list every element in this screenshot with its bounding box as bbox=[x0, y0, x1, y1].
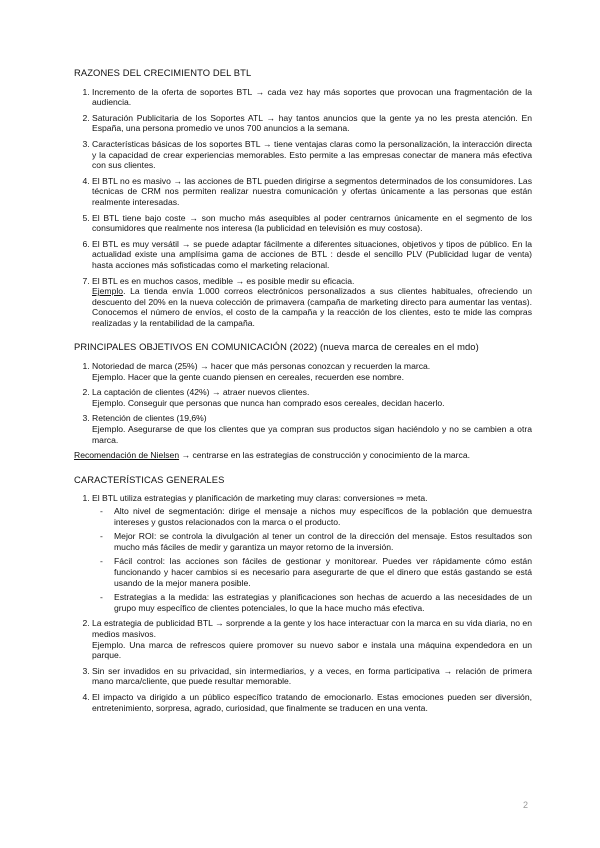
example-text: Ejemplo. Hacer que la gente cuando piensen en cereales, recuerden ese nombre. bbox=[92, 371, 404, 382]
list-item bbox=[92, 618, 532, 660]
recommendation bbox=[74, 450, 532, 461]
example-label: Ejemplo bbox=[92, 286, 124, 297]
list-item: 1. Incremento de la oferta de soportes BTL → cada vez hay más soportes que provocan una fragmentación de la audiencia. bbox=[92, 87, 532, 108]
list-item bbox=[92, 387, 532, 408]
section-objetivos bbox=[74, 342, 532, 460]
item-text: Notoriedad de marca (25%) → hacer que más personas conozcan y recuerden la marca. bbox=[92, 361, 431, 372]
section-title: RAZONES DEL CRECIMIENTO DEL BTL bbox=[74, 67, 252, 78]
list-item bbox=[92, 361, 532, 382]
document-page bbox=[74, 68, 532, 727]
list-item bbox=[92, 276, 532, 329]
sub-list bbox=[92, 506, 532, 613]
list-item bbox=[92, 493, 532, 613]
item-text: Retención de clientes (19,6%) bbox=[92, 413, 207, 424]
list-item: 2. Saturación Publicitaria de los Soportes ATL → hay tantos anuncios que la gente ya no les presta atención. En España, una persona promedio ve unos 700 anuncios a la semana. bbox=[92, 113, 532, 134]
list-item: 5. El BTL tiene bajo coste → son mucho más asequibles al poder centrarnos únicamente en el segmento de los consumidores que realmente nos interesa (la publicidad en televisión es muy costosa). bbox=[92, 213, 532, 234]
objectives-list bbox=[74, 361, 532, 445]
sub-list-item: - Alto nivel de segmentación: dirige el mensaje a nichos muy específicos de la población que demuestra intereses y gustos relacionados con la marca o el producto. bbox=[114, 506, 532, 527]
item-text: El BTL es en muchos casos, medible → es posible medir su eficacia. bbox=[92, 275, 355, 286]
item-text: El BTL utiliza estrategias y planificación de marketing muy claras: conversiones ⇒ meta. bbox=[92, 493, 428, 504]
example-text: Ejemplo. Conseguir que personas que nunca han comprado esos cereales, decidan hacerlo. bbox=[92, 397, 445, 408]
example-text: Ejemplo. Asegurarse de que los clientes que ya compran sus productos sigan haciéndolo y no se cambien a otra marca. bbox=[92, 424, 532, 445]
list-item: 3. Características básicas de los soportes BTL → tiene ventajas claras como la personalización, la interacción directa y la capacidad de crear experiencias memorables. Esto permite a las empresas conectar de manera más efectiva con sus clientes. bbox=[92, 139, 532, 171]
example-text: Ejemplo. Una marca de refrescos quiere promover su nuevo sabor e instala una máquina expendedora en un parque. bbox=[92, 639, 532, 661]
list-item: 4. El BTL no es masivo → las acciones de BTL pueden dirigirse a segmentos determinados de los consumidores. Las técnicas de CRM nos permiten realizar nuestra comunicación y ofertas únicamente a las personas que están realmente interesadas. bbox=[92, 176, 532, 208]
section-title: CARACTERÍSTICAS GENERALES bbox=[74, 473, 225, 485]
list-item: 6. El BTL es muy versátil → se puede adaptar fácilmente a diferentes situaciones, objetivos y tipos de público. En la actualidad existe una amplísima gama de acciones de BTL : desde el sencillo PLV (Publicidad lugar de venta) hasta acciones más sofisticadas como el marketing relacional. bbox=[92, 239, 532, 271]
item-text: La captación de clientes (42%) → atraer nuevos clientes. bbox=[92, 387, 310, 398]
section-title: PRINCIPALES OBJETIVOS EN COMUNICACIÓN (2022) (nueva marca de cereales en el mdo) bbox=[74, 341, 479, 353]
section-crecimiento-btl bbox=[74, 68, 532, 328]
item-text: La estrategia de publicidad BTL → sorprende a la gente y los hace interactuar con la marca en su vida diaria, no en medios masivos. bbox=[92, 618, 532, 639]
sub-list-item: - Fácil control: las acciones son fáciles de gestionar y monitorear. Puedes ver rápidamente cómo están funcionando y hacer cambios si es necesario para asegurarte de que el dinero que estás gastando se está usando de la mejor manera posible. bbox=[114, 556, 532, 588]
sub-list-item: - Mejor ROI: se controla la divulgación al tener un control de la dirección del mensaje. Estos resultados son mucho más fáciles de medir y garantiza un mayor retorno de la inversión. bbox=[114, 531, 532, 552]
sub-list-item: - Estrategias a la medida: las estrategias y planificaciones son hechas de acuerdo a las necesidades de un grupo muy específico de clientes potenciales, lo que la hace mucho más efectiva. bbox=[114, 592, 532, 613]
list-item: 4. El impacto va dirigido a un público específico tratando de emocionarlo. Estas emociones pueden ser diversión, entretenimiento, sorpresa, agrado, curiosidad, que finalmente se traducen en una venta. bbox=[92, 692, 532, 713]
characteristics-list bbox=[74, 493, 532, 713]
list-item bbox=[92, 413, 532, 445]
recommendation-label: Recomendación de Nielsen bbox=[74, 450, 180, 461]
example-text: . La tienda envía 1.000 correos electrónicos personalizados a sus clientes habituales, ofreciendo un descuento del 20% en la nueva colección de primavera (campaña de marketing directo para aumentar las ventas). Conocemos el número de envíos, el costo de la campaña y la reacción de los clientes, esto te mide las compras realizadas y la rentabilidad de la campaña. bbox=[92, 286, 532, 328]
recommendation-text: → centrarse en las estrategias de construcción y conocimiento de la marca. bbox=[179, 450, 471, 461]
reasons-list bbox=[74, 87, 532, 329]
page-number: 2 bbox=[522, 800, 528, 810]
section-caracteristicas bbox=[74, 475, 532, 713]
list-item: 3. Sin ser invadidos en su privacidad, sin intermediarios, y a veces, en forma participativa → relación de primera mano marca/cliente, que puede resultar memorable. bbox=[92, 666, 532, 687]
